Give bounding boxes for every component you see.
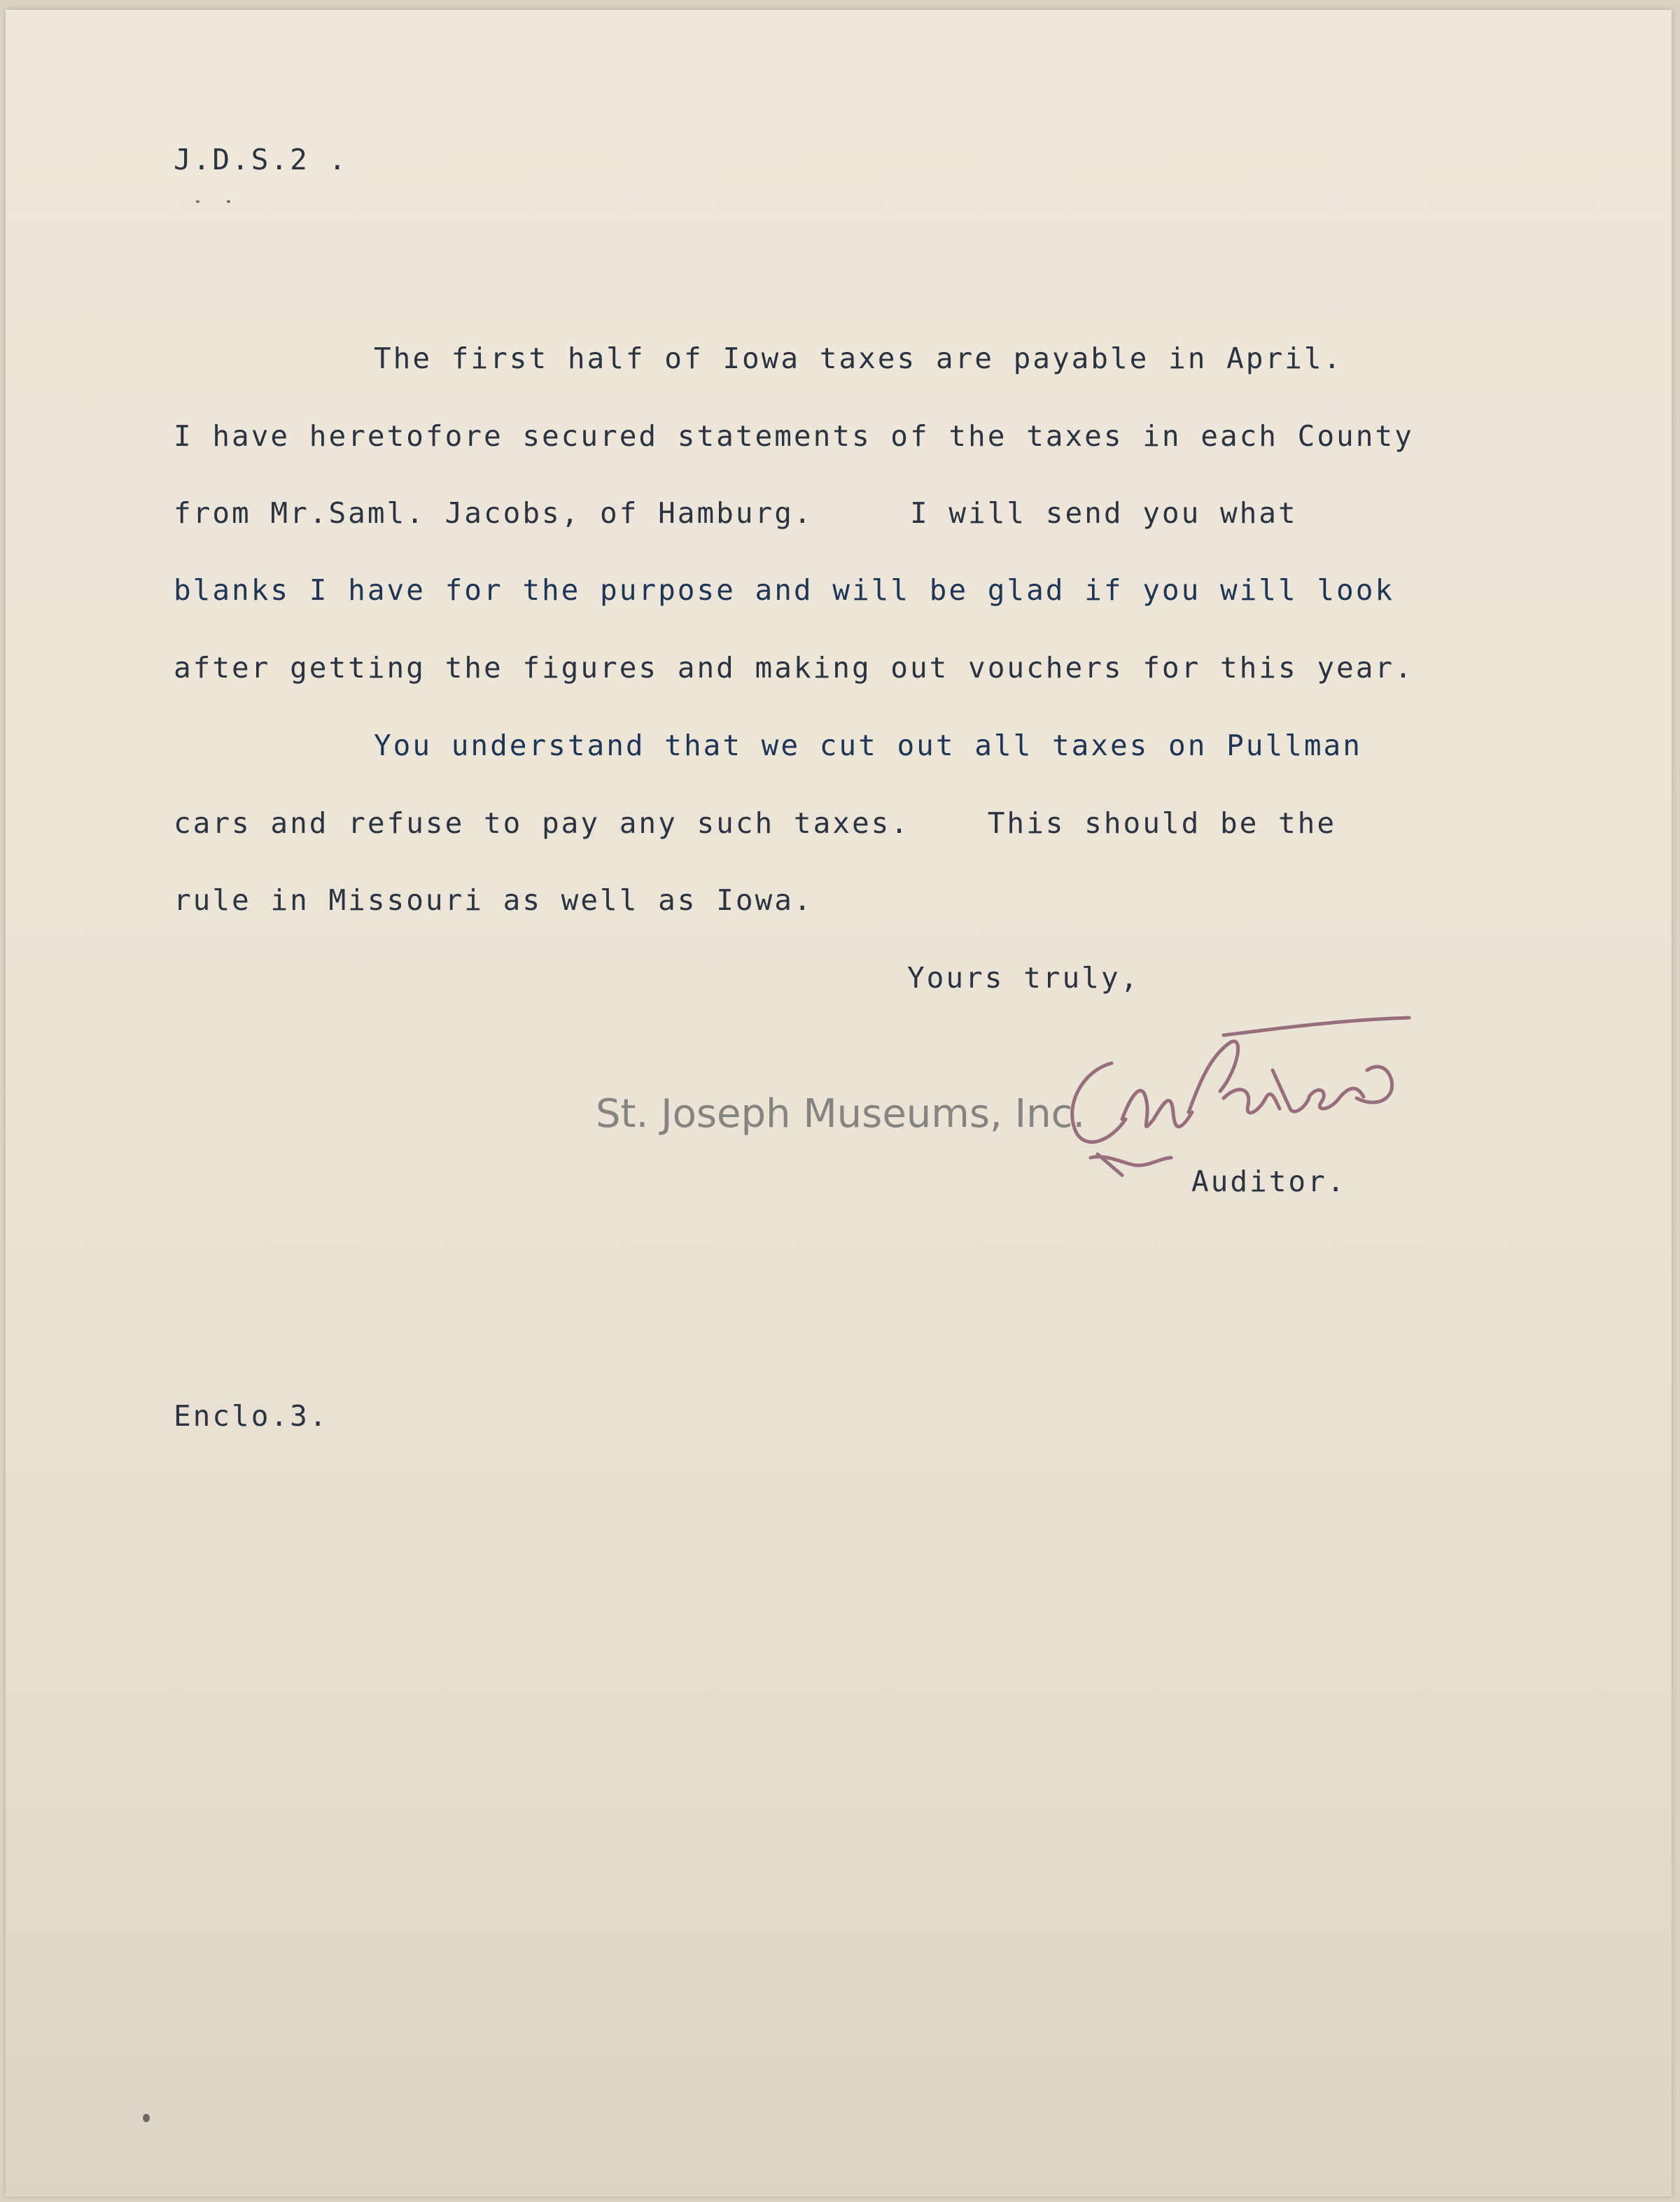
paragraph-1-line-4: blanks I have for the purpose and will be glad if you will look	[174, 573, 1395, 607]
paragraph-2-line-1: You understand that we cut out all taxes on Pullman	[374, 729, 1362, 762]
reference-code: J.D.S.2 .	[174, 143, 349, 176]
museum-watermark: St. Joseph Museums, Inc.	[596, 1091, 1086, 1137]
paragraph-1-line-3: from Mr.Saml. Jacobs, of Hamburg. I will send you what	[174, 496, 1298, 530]
paragraph-2-line-3: rule in Missouri as well as Iowa.	[174, 883, 813, 917]
signature-title: Auditor.	[1191, 1165, 1347, 1198]
closing: Yours truly,	[907, 961, 1140, 995]
paragraph-1-line-1: The first half of Iowa taxes are payable in April.	[374, 342, 1343, 375]
paragraph-1-line-5: after getting the figures and making out vouchers for this year.	[174, 651, 1414, 685]
paper-speck	[143, 2114, 150, 2122]
ink-speck	[227, 200, 230, 203]
paragraph-2-line-2: cars and refuse to pay any such taxes. This should be the	[174, 806, 1337, 840]
letter-page	[6, 10, 1672, 2196]
enclosure-note: Enclo.3.	[174, 1399, 329, 1433]
ink-speck	[196, 200, 200, 203]
paragraph-1-line-2: I have heretofore secured statements of the taxes in each County	[174, 419, 1414, 453]
